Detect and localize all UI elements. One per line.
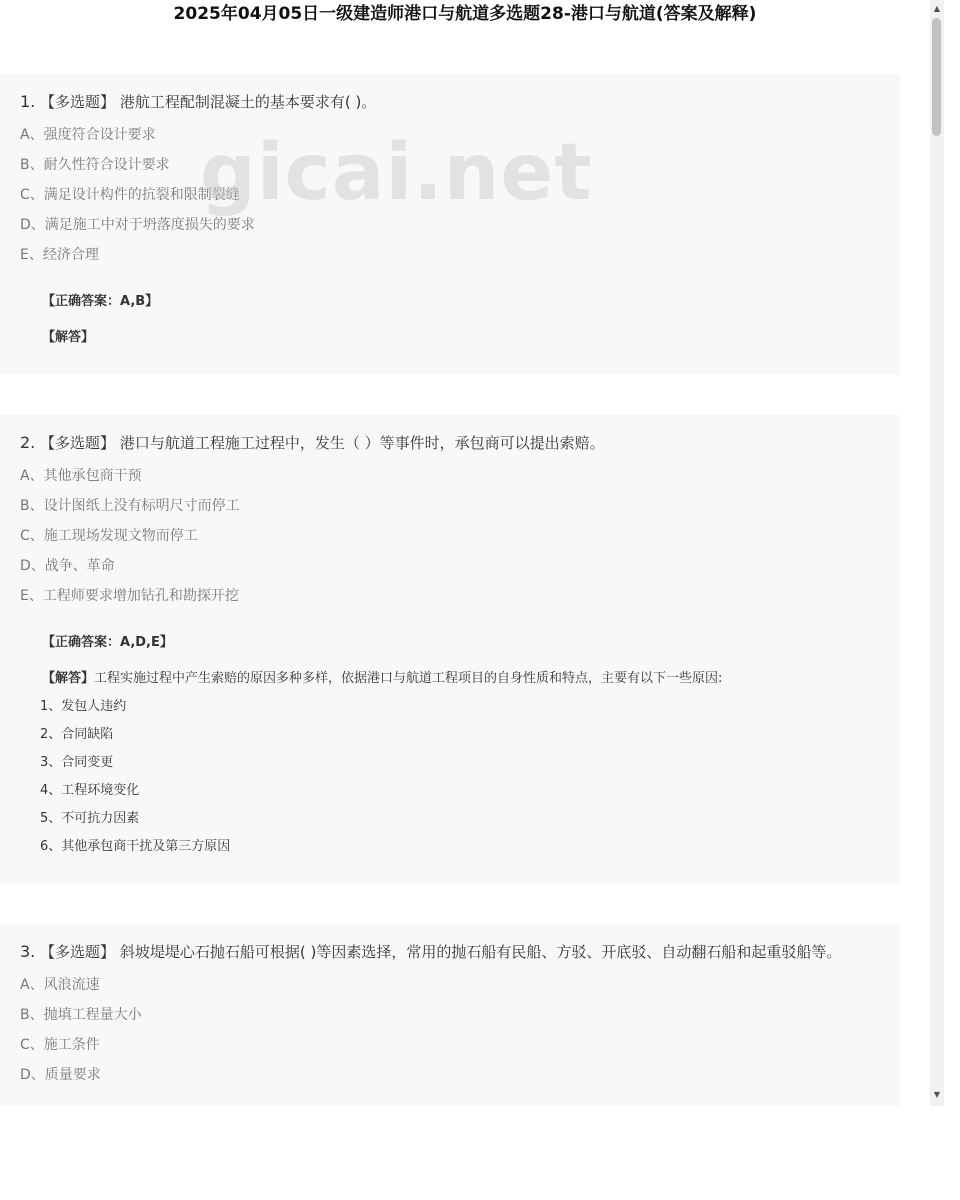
explanation-label: 【解答】 — [42, 671, 95, 686]
option-e[interactable]: E、经济合理 — [20, 247, 99, 263]
scroll-up-icon[interactable]: ▲ — [933, 4, 941, 13]
option-d[interactable]: D、满足施工中对于坍落度损失的要求 — [20, 217, 255, 233]
option-a[interactable]: A、其他承包商干预 — [20, 468, 142, 484]
question-text: 斜坡堤堤心石抛石船可根据( )等因素选择，常用的抛石船有民船、方驳、开底驳、自动翻石船和起重驳船等。 — [119, 943, 842, 961]
reason-item: 2、合同缺陷 — [40, 727, 114, 742]
correct-answer-label: 【正确答案： — [42, 635, 121, 650]
scroll-down-icon[interactable]: ▼ — [933, 1090, 941, 1099]
question-stem — [20, 88, 880, 116]
question-number: 2. — [20, 433, 36, 452]
option-b[interactable]: B、抛填工程量大小 — [20, 1007, 142, 1023]
option-b[interactable]: B、耐久性符合设计要求 — [20, 157, 170, 173]
option-d[interactable]: D、战争、革命 — [20, 558, 115, 574]
option-c[interactable]: C、满足设计构件的抗裂和限制裂缝 — [20, 187, 240, 203]
option-d[interactable]: D、质量要求 — [20, 1067, 101, 1083]
question-text: 港航工程配制混凝土的基本要求有( )。 — [119, 93, 377, 111]
option-a[interactable]: A、强度符合设计要求 — [20, 127, 156, 143]
question-text: 港口与航道工程施工过程中，发生（ ）等事件时，承包商可以提出索赔。 — [119, 434, 605, 452]
explanation — [42, 669, 880, 689]
question-type-tag: 【多选题】 — [40, 93, 116, 111]
question-stem — [20, 429, 880, 457]
question-type-tag: 【多选题】 — [40, 943, 116, 961]
option-b[interactable]: B、设计图纸上没有标明尺寸而停工 — [20, 498, 240, 514]
correct-answer-value: A,D,E】 — [120, 635, 173, 650]
option-a[interactable]: A、风浪流速 — [20, 977, 100, 993]
explanation-label: 【解答】 — [42, 330, 95, 345]
question-card-3 — [0, 924, 900, 1106]
watermark-text: gicai.net — [200, 128, 593, 218]
question-card-2 — [0, 415, 900, 884]
correct-answer — [42, 633, 880, 653]
option-c[interactable]: C、施工条件 — [20, 1037, 100, 1053]
reason-item: 5、不可抗力因素 — [40, 811, 140, 826]
question-number: 1. — [20, 92, 36, 111]
option-c[interactable]: C、施工现场发现文物而停工 — [20, 528, 198, 544]
question-card-1 — [0, 74, 900, 375]
reason-item: 6、其他承包商干扰及第三方原因 — [40, 839, 231, 854]
question-number: 3. — [20, 942, 36, 961]
page-title: 2025年04月05日一级建造师港口与航道多选题28-港口与航道(答案及解释) — [173, 4, 757, 24]
reason-list — [20, 693, 880, 861]
correct-answer-value: A,B】 — [120, 294, 159, 309]
vertical-scrollbar[interactable] — [930, 0, 944, 1106]
option-e[interactable]: E、工程师要求增加钻孔和勘探开挖 — [20, 588, 239, 604]
question-type-tag: 【多选题】 — [40, 434, 116, 452]
correct-answer — [42, 292, 880, 312]
reason-item: 4、工程环境变化 — [40, 783, 140, 798]
question-stem — [20, 938, 880, 966]
explanation — [42, 328, 880, 348]
explanation-text: 工程实施过程中产生索赔的原因多种多样，依据港口与航道工程项目的自身性质和特点，主要有以下一些原因: — [94, 671, 723, 686]
scrollbar-thumb[interactable] — [932, 18, 941, 136]
reason-item: 3、合同变更 — [40, 755, 114, 770]
correct-answer-label: 【正确答案： — [42, 294, 121, 309]
reason-item: 1、发包人违约 — [40, 699, 127, 714]
